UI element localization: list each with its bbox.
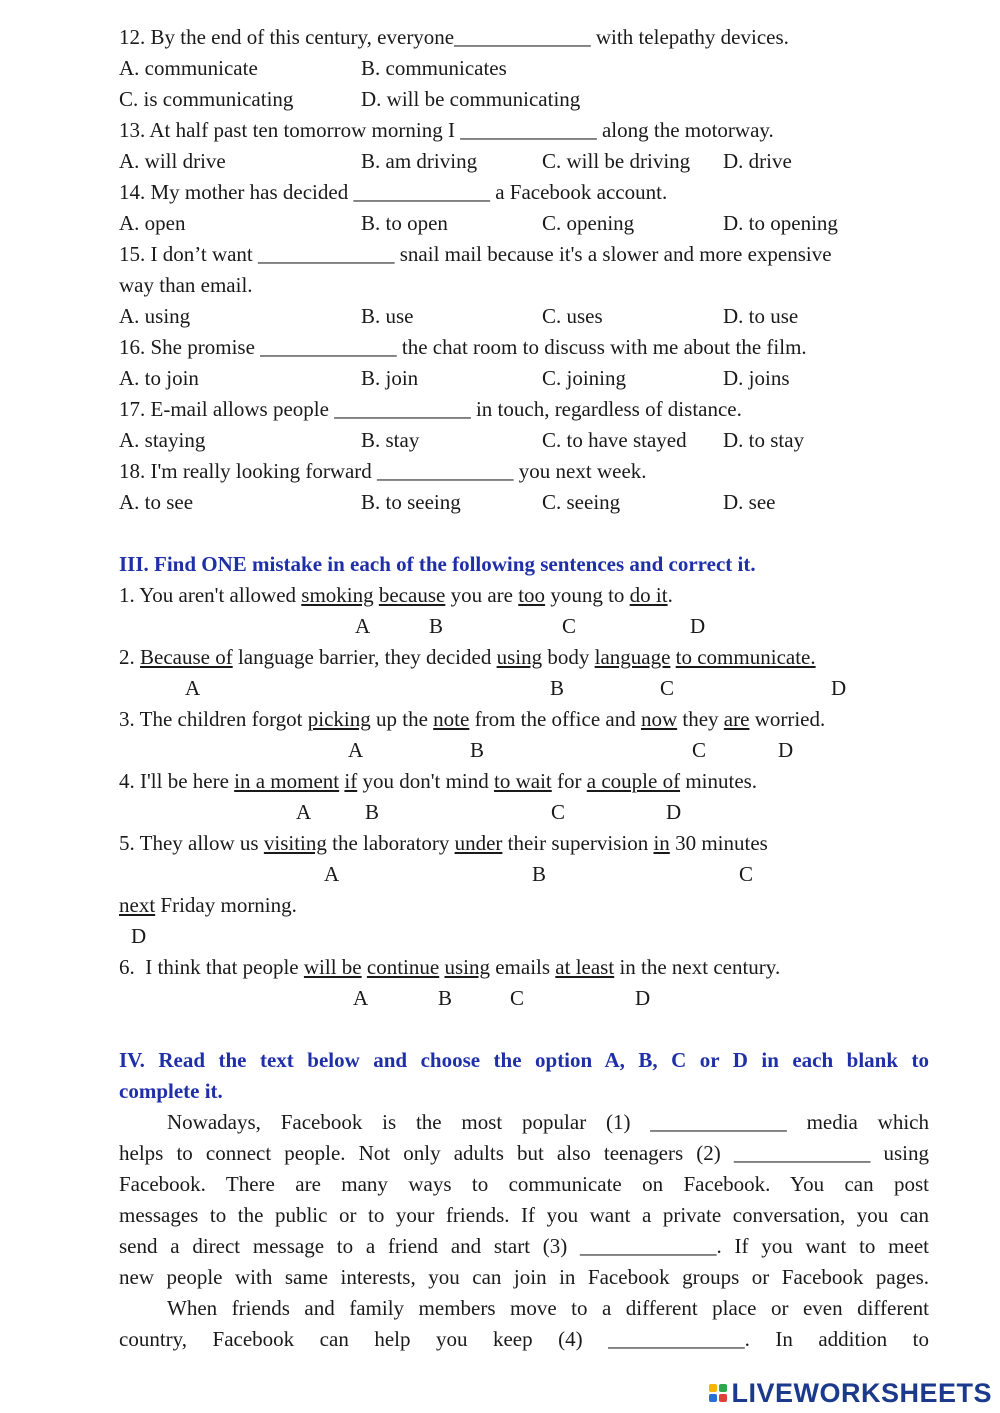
error-sentence-6 xyxy=(119,952,929,983)
option-c[interactable]: C. opening xyxy=(542,211,635,235)
text: 2. xyxy=(119,645,140,669)
underlined-c[interactable]: too xyxy=(518,583,546,607)
underlined-d[interactable]: are xyxy=(723,707,750,731)
letter-a: A xyxy=(348,738,364,762)
option-a[interactable]: A. staying xyxy=(119,428,206,452)
error-sentence-2 xyxy=(119,642,929,673)
option-b[interactable]: B. to open xyxy=(361,211,448,235)
option-d[interactable]: D. to use xyxy=(723,304,799,328)
spacer xyxy=(119,1014,929,1045)
text: from the office and xyxy=(469,707,641,731)
letter-b: B xyxy=(365,800,380,824)
letter-c: C xyxy=(551,800,566,824)
question-14-options xyxy=(119,208,929,239)
question-14-stem: 14. My mother has decided _____________ a Facebook account. xyxy=(119,180,668,204)
logo-text: LIVEWORKSHEETS xyxy=(731,1377,992,1408)
section-4-heading-line1: IV. Read the text below and choose the option A, B, C or D in each blank to xyxy=(119,1048,929,1072)
paragraph-line: messages to the public or to your friends. If you want a private conversation, you can xyxy=(119,1203,929,1227)
underlined-b[interactable]: under xyxy=(454,831,503,855)
text: 30 minutes xyxy=(669,831,768,855)
reading-paragraph-2 xyxy=(119,1293,929,1355)
option-b[interactable]: B. am driving xyxy=(361,149,478,173)
option-c[interactable]: C. joining xyxy=(542,366,627,390)
underlined-b[interactable]: using xyxy=(496,645,543,669)
error-sentence-6-letters xyxy=(119,983,929,1014)
text: young to xyxy=(545,583,630,607)
question-15-options xyxy=(119,301,929,332)
underlined-c[interactable]: now xyxy=(640,707,678,731)
option-a[interactable]: A. to see xyxy=(119,490,194,514)
underlined-b[interactable]: note xyxy=(433,707,470,731)
letter-a: A xyxy=(324,862,340,886)
error-sentence-5-continued xyxy=(119,890,929,921)
question-12-stem: 12. By the end of this century, everyone_____________ with telepathy devices. xyxy=(119,25,789,49)
option-b[interactable]: B. communicates xyxy=(361,56,507,80)
underlined-d[interactable]: at least xyxy=(555,955,615,979)
option-d[interactable]: D. to opening xyxy=(723,211,838,235)
question-13-options xyxy=(119,146,929,177)
paragraph-line: new people with same interests, you can join in Facebook groups or Facebook pages. xyxy=(119,1265,929,1289)
text: Friday morning. xyxy=(155,893,297,917)
text: up the xyxy=(370,707,434,731)
letter-d: D xyxy=(690,614,706,638)
reading-paragraph-1 xyxy=(119,1107,929,1293)
letter-b: B xyxy=(532,862,547,886)
letter-d: D xyxy=(778,738,794,762)
underlined-b[interactable]: continue xyxy=(366,955,440,979)
question-13-stem: 13. At half past ten tomorrow morning I _____________ along the motorway. xyxy=(119,118,774,142)
letter-a: A xyxy=(185,676,201,700)
text: you are xyxy=(445,583,519,607)
letter-d: D xyxy=(831,676,847,700)
underlined-c[interactable]: to wait xyxy=(494,769,552,793)
underlined-b[interactable]: if xyxy=(344,769,358,793)
paragraph-line: When friends and family members move to a different place or even different xyxy=(167,1296,929,1320)
option-d[interactable]: D. will be communicating xyxy=(361,87,581,111)
letter-c: C xyxy=(562,614,577,638)
text: for xyxy=(551,769,587,793)
option-b[interactable]: B. use xyxy=(361,304,414,328)
option-c[interactable]: C. is communicating xyxy=(119,87,294,111)
option-b[interactable]: B. join xyxy=(361,366,419,390)
text: minutes. xyxy=(680,769,758,793)
question-12-options-row2 xyxy=(119,84,929,115)
question-18-options xyxy=(119,487,929,518)
option-d[interactable]: D. joins xyxy=(723,366,790,390)
question-12-options-row1 xyxy=(119,53,929,84)
option-c[interactable]: C. uses xyxy=(542,304,603,328)
underlined-a[interactable]: in a moment xyxy=(234,769,340,793)
underlined-a[interactable]: visiting xyxy=(263,831,327,855)
error-sentence-3 xyxy=(119,704,929,735)
letter-c: C xyxy=(510,986,525,1010)
letter-d: D xyxy=(635,986,651,1010)
question-16-options xyxy=(119,363,929,394)
error-sentence-3-letters xyxy=(119,735,929,766)
option-c[interactable]: C. will be driving xyxy=(542,149,691,173)
text: 1. You aren't allowed xyxy=(119,583,302,607)
logo-square xyxy=(719,1384,727,1392)
question-17-options xyxy=(119,425,929,456)
paragraph-line: Nowadays, Facebook is the most popular (1) _____________ media which xyxy=(167,1110,929,1134)
option-a[interactable]: A. will drive xyxy=(119,149,226,173)
spacer xyxy=(119,518,929,549)
section-3-heading: III. Find ONE mistake in each of the following sentences and correct it. xyxy=(119,552,756,576)
underlined-d[interactable]: to communicate. xyxy=(675,645,816,669)
error-sentence-1-letters xyxy=(119,611,929,642)
error-sentence-5 xyxy=(119,828,929,859)
letter-b: B xyxy=(470,738,485,762)
option-b[interactable]: B. to seeing xyxy=(361,490,461,514)
text: the laboratory xyxy=(326,831,455,855)
text: their supervision xyxy=(502,831,654,855)
error-sentence-2-letters xyxy=(119,673,929,704)
option-c[interactable]: C. to have stayed xyxy=(542,428,687,452)
letter-d: D xyxy=(666,800,682,824)
text: 3. The children forgot xyxy=(119,707,308,731)
option-a[interactable]: A. to join xyxy=(119,366,199,390)
underlined-d[interactable]: a couple of xyxy=(586,769,681,793)
underlined-c[interactable]: using xyxy=(444,955,490,979)
logo-square xyxy=(709,1394,717,1402)
underlined-d[interactable]: next xyxy=(119,893,156,917)
letter-c: C xyxy=(692,738,707,762)
error-sentence-1 xyxy=(119,580,929,611)
option-c[interactable]: C. seeing xyxy=(542,490,621,514)
paragraph-line: helps to connect people. Not only adults but also teenagers (2) _____________ using xyxy=(119,1141,929,1165)
question-17-stem: 17. E-mail allows people _____________ in touch, regardless of distance. xyxy=(119,397,742,421)
text: in the next century. xyxy=(614,955,781,979)
error-sentence-5-letters xyxy=(119,859,929,890)
text: worried. xyxy=(749,707,826,731)
underlined-a[interactable]: will be xyxy=(303,955,362,979)
text: you don't mind xyxy=(357,769,495,793)
underlined-b[interactable]: because xyxy=(378,583,446,607)
error-sentence-5-letters-2 xyxy=(119,921,929,952)
logo-square xyxy=(719,1394,727,1402)
text: language barrier, they decided xyxy=(232,645,497,669)
paragraph-line: send a direct message to a friend and start (3) _____________. If you want to meet xyxy=(119,1234,929,1258)
option-d[interactable]: D. to stay xyxy=(723,428,805,452)
logo-mark-icon xyxy=(709,1384,727,1402)
underlined-d[interactable]: do it xyxy=(629,583,668,607)
underlined-c[interactable]: language xyxy=(594,645,671,669)
option-a[interactable]: A. using xyxy=(119,304,191,328)
underlined-a[interactable]: Because of xyxy=(140,645,233,669)
option-d[interactable]: D. see xyxy=(723,490,776,514)
question-18-stem: 18. I'm really looking forward _____________ you next week. xyxy=(119,459,647,483)
letter-b: B xyxy=(550,676,565,700)
text: 6. I think that people xyxy=(119,955,304,979)
logo-square xyxy=(709,1384,717,1392)
letter-c: C xyxy=(660,676,675,700)
underlined-a[interactable]: picking xyxy=(307,707,371,731)
letter-d: D xyxy=(131,924,147,948)
text: body xyxy=(542,645,595,669)
letter-a: A xyxy=(296,800,312,824)
option-d[interactable]: D. drive xyxy=(723,149,792,173)
worksheet-page xyxy=(119,22,929,1355)
underlined-a[interactable]: smoking xyxy=(301,583,374,607)
liveworksheets-logo[interactable] xyxy=(709,1379,992,1407)
text: 4. I'll be here xyxy=(119,769,235,793)
letter-c: C xyxy=(739,862,754,886)
text: . xyxy=(667,583,673,607)
underlined-c[interactable]: in xyxy=(653,831,670,855)
question-15-stem-line1: 15. I don’t want _____________ snail mail because it's a slower and more expensive xyxy=(119,242,832,266)
letter-a: A xyxy=(353,986,369,1010)
question-15-stem-line2: way than email. xyxy=(119,273,253,297)
option-a[interactable]: A. open xyxy=(119,211,186,235)
question-16-stem: 16. She promise _____________ the chat room to discuss with me about the film. xyxy=(119,335,807,359)
text: emails xyxy=(489,955,556,979)
letter-b: B xyxy=(438,986,453,1010)
error-sentence-4-letters xyxy=(119,797,929,828)
letter-a: A xyxy=(355,614,371,638)
option-a[interactable]: A. communicate xyxy=(119,56,258,80)
section-4-heading-line2: complete it. xyxy=(119,1079,223,1103)
option-b[interactable]: B. stay xyxy=(361,428,420,452)
letter-b: B xyxy=(429,614,444,638)
text: they xyxy=(677,707,724,731)
paragraph-line: Facebook. There are many ways to communicate on Facebook. You can post xyxy=(119,1172,929,1196)
error-sentence-4 xyxy=(119,766,929,797)
text: 5. They allow us xyxy=(119,831,264,855)
paragraph-line: country, Facebook can help you keep (4) _____________. In addition to xyxy=(119,1327,929,1351)
